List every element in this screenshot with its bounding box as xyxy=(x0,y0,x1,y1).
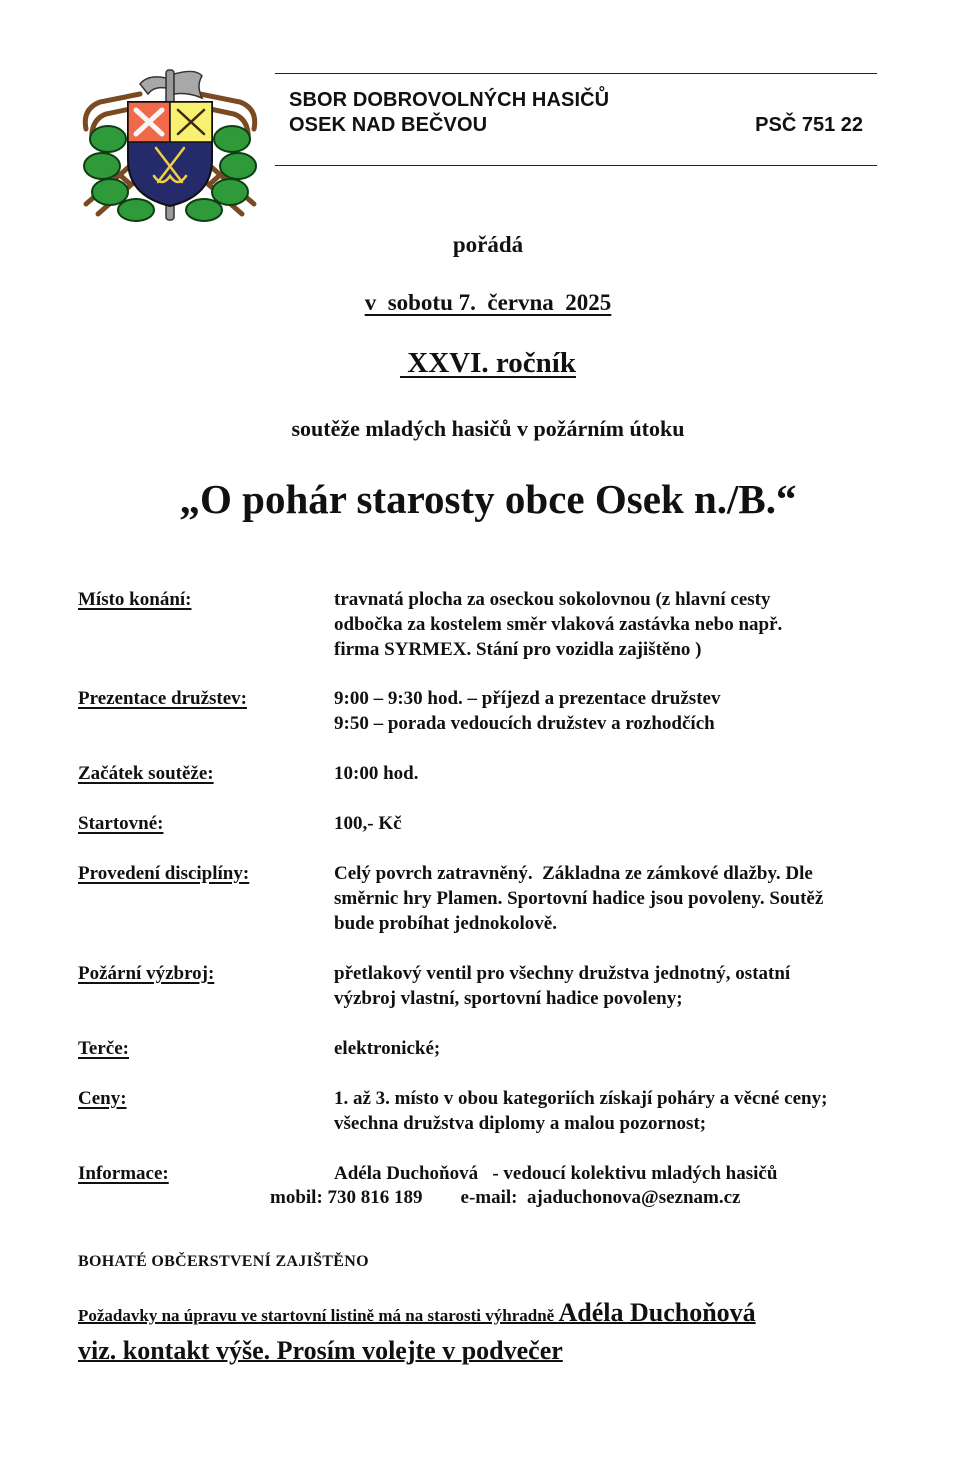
detail-value xyxy=(334,811,914,836)
detail-line: travnatá plocha za oseckou sokolovnou (z hlavní cesty xyxy=(334,589,771,610)
organization-name xyxy=(289,88,609,138)
org-line-1: SBOR DOBROVOLNÝCH HASIČŮ xyxy=(289,89,610,111)
edition xyxy=(0,347,976,380)
start-list-contact-name: Adéla Duchoňová xyxy=(558,1298,756,1327)
detail-label: Informace: xyxy=(78,1163,169,1184)
detail-line: přetlakový ventil pro všechny družstva jednotný, ostatní xyxy=(334,963,791,984)
detail-line: Adéla Duchoňová - vedoucí kolektivu mladých hasičů xyxy=(334,1163,778,1184)
competition-description: soutěže mladých hasičů v požárním útoku xyxy=(291,416,685,441)
start-list-note xyxy=(78,1296,908,1372)
detail-line: výzbroj vlastní, sportovní hadice povoleny; xyxy=(334,988,683,1009)
start-list-note-line2: viz. kontakt výše. Prosím volejte v podvečer xyxy=(78,1336,563,1365)
detail-value xyxy=(334,1161,914,1186)
detail-label: Prezentace družstev: xyxy=(78,688,247,709)
detail-line: všechna družstva diplomy a malou pozornost; xyxy=(334,1113,707,1134)
refreshments-note: BOHATÉ OBČERSTVENÍ ZAJIŠTĚNO xyxy=(78,1253,369,1270)
detail-label: Terče: xyxy=(78,1038,129,1059)
contact-email: e-mail: ajaduchonova@seznam.cz xyxy=(460,1187,741,1208)
start-list-note-text: Požadavky na úpravu ve startovní listině má na starosti výhradně xyxy=(78,1306,559,1325)
detail-line: 1. až 3. místo v obou kategoriích získají poháry a věcné ceny; xyxy=(334,1088,828,1109)
organizes-text: pořádá xyxy=(452,232,524,257)
header-rule-bottom xyxy=(275,165,877,166)
detail-line: elektronické; xyxy=(334,1038,441,1059)
detail-value xyxy=(334,686,914,736)
detail-line: odbočka za kostelem směr vlaková zastávka nebo např. xyxy=(334,614,783,635)
detail-label: Ceny: xyxy=(78,1088,127,1109)
detail-line: 10:00 hod. xyxy=(334,763,419,784)
detail-line: 9:00 – 9:30 hod. – příjezd a prezentace družstev xyxy=(334,688,721,709)
event-title: „O pohár starosty obce Osek n./B.“ xyxy=(179,476,797,522)
postal-code: PSČ 751 22 xyxy=(755,114,863,136)
detail-label: Startovné: xyxy=(78,813,164,834)
org-line-2: OSEK NAD BEČVOU xyxy=(289,114,488,136)
detail-label: Začátek soutěže: xyxy=(78,763,214,784)
contact-line xyxy=(270,1187,740,1209)
detail-value xyxy=(334,1036,914,1061)
detail-line: 9:50 – porada vedoucích družstev a rozhodčích xyxy=(334,713,715,734)
detail-value xyxy=(334,587,914,662)
detail-line: směrnic hry Plamen. Sportovní hadice jsou povoleny. Soutěž xyxy=(334,888,824,909)
detail-value xyxy=(334,961,914,1011)
detail-line: firma SYRMEX. Stání pro vozidla zajištěno ) xyxy=(334,639,702,660)
event-date-text: v sobotu 7. června 2025 xyxy=(364,290,612,315)
edition-text: XXVI. ročník xyxy=(400,347,576,379)
detail-value xyxy=(334,861,914,936)
contact-mobile: mobil: 730 816 189 xyxy=(270,1187,423,1208)
detail-value xyxy=(334,1086,914,1136)
detail-label: Provedení disciplíny: xyxy=(78,863,250,884)
detail-value xyxy=(334,761,914,786)
event-date xyxy=(0,290,976,316)
coat-of-arms-logo xyxy=(78,64,262,224)
detail-line: bude probíhat jednokolově. xyxy=(334,913,557,934)
detail-label: Požární výzbroj: xyxy=(78,963,215,984)
header-rule-top xyxy=(275,73,877,74)
detail-line: 100,- Kč xyxy=(334,813,402,834)
detail-label: Místo konání: xyxy=(78,589,192,610)
detail-line: Celý povrch zatravněný. Základna ze zámkové dlažby. Dle xyxy=(334,863,813,884)
